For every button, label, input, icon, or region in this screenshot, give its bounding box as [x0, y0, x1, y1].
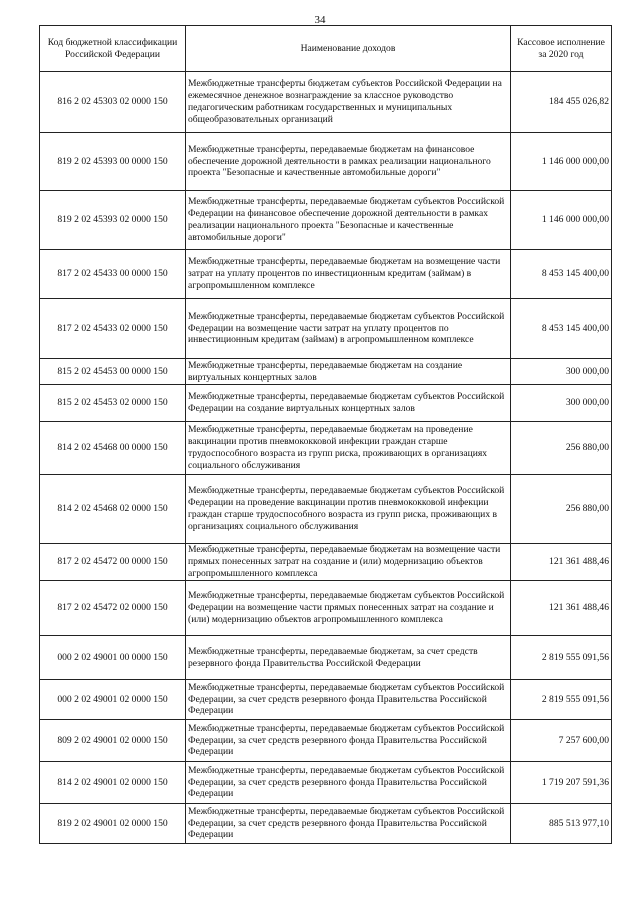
table-row — [40, 133, 612, 191]
row-amount: 885 513 977,10 — [511, 804, 612, 844]
row-name: Межбюджетные трансферты, передаваемые бюджетам субъектов Российской Федерации, за счет средств резервного фонда Правительства Российской Федерации — [186, 680, 511, 720]
row-name: Межбюджетные трансферты, передаваемые бюджетам на финансовое обеспечение дорожной деятельности в рамках реализации национального проекта "Безопасные и качественные автомобильные дороги" — [186, 133, 511, 191]
row-code: 819 2 02 49001 02 0000 150 — [40, 804, 186, 844]
table-row — [40, 385, 612, 422]
row-code: 809 2 02 49001 02 0000 150 — [40, 720, 186, 762]
row-amount: 7 257 600,00 — [511, 720, 612, 762]
row-name: Межбюджетные трансферты, передаваемые бюджетам субъектов Российской Федерации на возмещение части прямых понесенных затрат на создание и (или) модернизацию объектов агропромышленного комплекса — [186, 581, 511, 636]
table-row — [40, 475, 612, 544]
row-code: 817 2 02 45433 02 0000 150 — [40, 299, 186, 359]
row-amount: 1 146 000 000,00 — [511, 191, 612, 250]
row-name: Межбюджетные трансферты, передаваемые бюджетам на создание виртуальных концертных залов — [186, 359, 511, 385]
row-code: 816 2 02 45303 02 0000 150 — [40, 72, 186, 133]
table-row — [40, 544, 612, 581]
table-row — [40, 720, 612, 762]
row-amount: 121 361 488,46 — [511, 581, 612, 636]
table-row — [40, 636, 612, 680]
page-number: 34 — [314, 14, 326, 26]
row-name: Межбюджетные трансферты, передаваемые бюджетам, за счет средств резервного фонда Правительства Российской Федерации — [186, 636, 511, 680]
row-code: 000 2 02 49001 00 0000 150 — [40, 636, 186, 680]
table-row — [40, 680, 612, 720]
row-code: 814 2 02 45468 02 0000 150 — [40, 475, 186, 544]
row-code: 819 2 02 45393 00 0000 150 — [40, 133, 186, 191]
row-amount: 2 819 555 091,56 — [511, 680, 612, 720]
row-code: 000 2 02 49001 02 0000 150 — [40, 680, 186, 720]
row-name: Межбюджетные трансферты, передаваемые бюджетам субъектов Российской Федерации на финансовое обеспечение дорожной деятельности в рамках реализации национального проекта "Безопасные и качественные автомобильные дороги" — [186, 191, 511, 250]
row-name: Межбюджетные трансферты, передаваемые бюджетам субъектов Российской Федерации на возмещение части затрат на уплату процентов по инвестиционным кредитам (займам) в агропромышленном комплексе — [186, 299, 511, 359]
row-code: 814 2 02 45468 00 0000 150 — [40, 422, 186, 475]
row-amount: 2 819 555 091,56 — [511, 636, 612, 680]
table-row — [40, 804, 612, 844]
row-name: Межбюджетные трансферты, передаваемые бюджетам субъектов Российской Федерации на создание виртуальных концертных залов — [186, 385, 511, 422]
row-amount: 1 719 207 591,36 — [511, 762, 612, 804]
revenue-table — [39, 25, 612, 844]
row-code: 819 2 02 45393 02 0000 150 — [40, 191, 186, 250]
row-amount: 256 880,00 — [511, 422, 612, 475]
table-row — [40, 299, 612, 359]
row-amount: 300 000,00 — [511, 359, 612, 385]
row-name: Межбюджетные трансферты, передаваемые бюджетам субъектов Российской Федерации, за счет средств резервного фонда Правительства Российской Федерации — [186, 720, 511, 762]
row-amount: 8 453 145 400,00 — [511, 299, 612, 359]
row-amount: 256 880,00 — [511, 475, 612, 544]
row-amount: 300 000,00 — [511, 385, 612, 422]
table-row — [40, 762, 612, 804]
row-amount: 184 455 026,82 — [511, 72, 612, 133]
table-row — [40, 581, 612, 636]
row-name: Межбюджетные трансферты, передаваемые бюджетам на возмещение части затрат на уплату процентов по инвестиционным кредитам (займам) в агропромышленном комплексе — [186, 250, 511, 299]
header-amount: Кассовое исполнение за 2020 год — [511, 26, 612, 72]
table-row — [40, 72, 612, 133]
row-name: Межбюджетные трансферты, передаваемые бюджетам на возмещение части прямых понесенных затрат на создание и (или) модернизацию объектов агропромышленного комплекса — [186, 544, 511, 581]
row-name: Межбюджетные трансферты бюджетам субъектов Российской Федерации на ежемесячное денежное вознаграждение за классное руководство педагогическим работникам государственных и муниципальных общеобразовательных организаций — [186, 72, 511, 133]
row-amount: 8 453 145 400,00 — [511, 250, 612, 299]
header-name: Наименование доходов — [186, 26, 511, 72]
row-code: 817 2 02 45433 00 0000 150 — [40, 250, 186, 299]
row-code: 814 2 02 49001 02 0000 150 — [40, 762, 186, 804]
row-amount: 121 361 488,46 — [511, 544, 612, 581]
table-header-row — [40, 26, 612, 72]
table-row — [40, 422, 612, 475]
table-row — [40, 191, 612, 250]
row-code: 815 2 02 45453 00 0000 150 — [40, 359, 186, 385]
table-row — [40, 250, 612, 299]
row-code: 817 2 02 45472 02 0000 150 — [40, 581, 186, 636]
row-name: Межбюджетные трансферты, передаваемые бюджетам субъектов Российской Федерации, за счет средств резервного фонда Правительства Российской Федерации — [186, 762, 511, 804]
row-amount: 1 146 000 000,00 — [511, 133, 612, 191]
row-name: Межбюджетные трансферты, передаваемые бюджетам субъектов Российской Федерации на проведение вакцинации против пневмококковой инфекции граждан старше трудоспособного возраста из групп риска, проживающих в организациях социального обслуживания — [186, 475, 511, 544]
table-row — [40, 359, 612, 385]
row-name: Межбюджетные трансферты, передаваемые бюджетам субъектов Российской Федерации, за счет средств резервного фонда Правительства Российской Федерации — [186, 804, 511, 844]
row-name: Межбюджетные трансферты, передаваемые бюджетам на проведение вакцинации против пневмококковой инфекции граждан старше трудоспособного возраста из групп риска, проживающих в организациях социального обслуживания — [186, 422, 511, 475]
row-code: 817 2 02 45472 00 0000 150 — [40, 544, 186, 581]
header-code: Код бюджетной классификации Российской Федерации — [40, 26, 186, 72]
row-code: 815 2 02 45453 02 0000 150 — [40, 385, 186, 422]
